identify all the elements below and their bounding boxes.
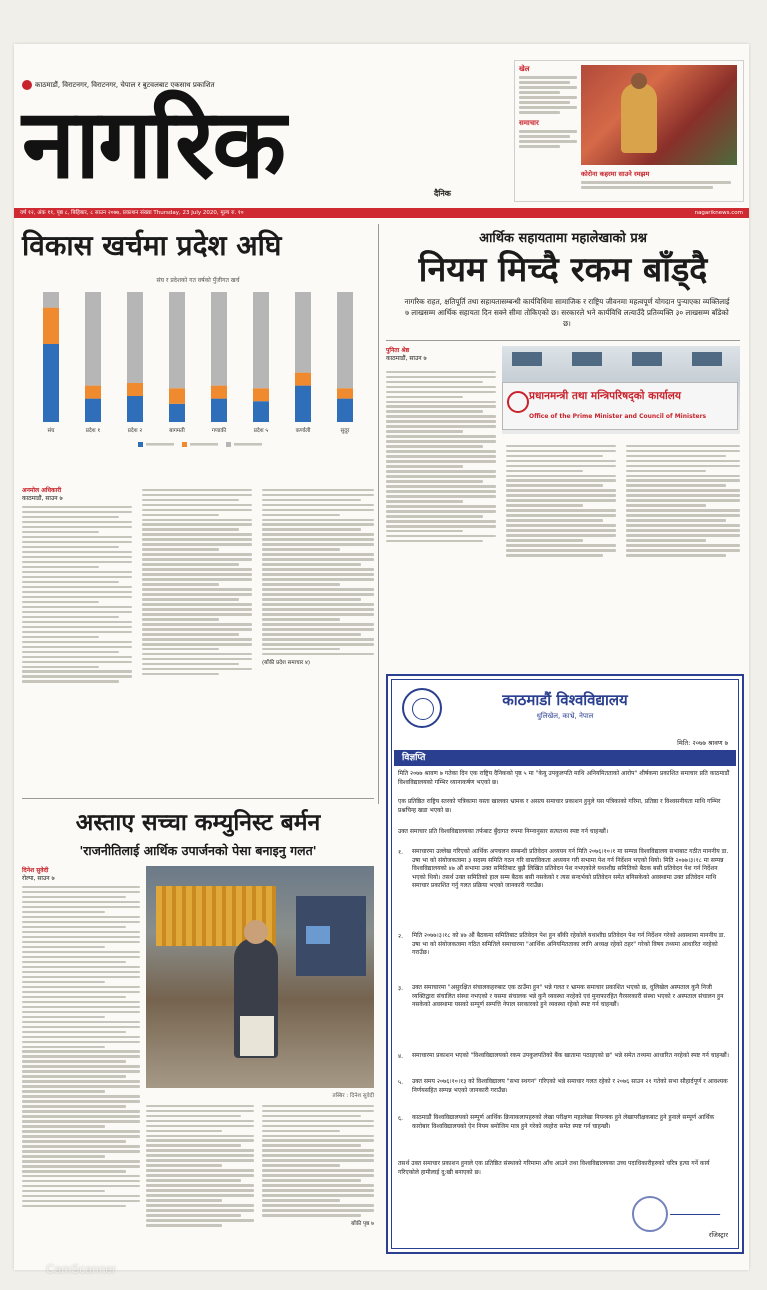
capital-expenditure-chart: [22, 286, 374, 466]
signature: [670, 1200, 724, 1215]
notice-item-5-num: ५.: [398, 1079, 404, 1086]
university-name: काठमाडौं विश्वविद्यालय: [502, 691, 628, 709]
notice-para-3: उक्त समाचार प्रति विश्वविद्यालयका तर्फबाट बुँदागत रुपमा निम्नानुसार सत्यतथ्य स्पष्ट गर्न चाहन्छौं।: [398, 828, 609, 835]
notice-item-5: उक्त समय २०७६।१०।१३ को विश्वविद्यालय "सभा स्थगन" गरिएको भन्ने समाचार गलत रहेको र २०७६ साउन २१ गतेको सभा सौहार्दपूर्ण र आवश्यक निर्णयसहित सम्पन्न भएको जानकारी गराउँछ।: [412, 1078, 728, 1094]
notice-item-4-num: ४.: [398, 1053, 404, 1060]
notice-item-1: समाचारमा उल्लेख गरिएको आर्थिक अपचलन सम्बन्धी प्रतिवेदन अध्ययन गर्न मिति २०७६।१०।१ मा सम्पन्न विश्वविद्यालय सभाबाट गठीत माननीय डा. उषा भा को संयोजकत्वमा ३ सदस्य समिति गठन गरि वास्तविकता अध्ययन गरी सभामा पेश गर्न निर्देशन भएको थियो। मिति २०७७।३।१८ मा सम्पन्न विश्वविद्यालयको ४७ औं सभामा उक्त समितिबाट बुझै लिखित प्रतिवेदन पेश नभएकोले यथाशीघ्र समितिको बैठक बसी प्रतिवेदन पेश गर्न निर्देशन भएको थियो। तसर्थ उक्त समितिको हाल सम्म बैठक बसी नसकेको र त्यस सन्दर्भको प्रतिवेदन समेत बनिसकेको अवस्थामा उक्त प्रतिवेदन माथि समाचार प्रकाशित गर्नु गलत प्रक्रिया भएको जानकारी गराउँछ।: [412, 848, 729, 889]
bar-segment: [253, 401, 269, 422]
university-seal-icon: [632, 1196, 668, 1232]
story-2-kicker: आर्थिक सहायतामा महालेखाको प्रश्न: [479, 231, 647, 246]
category-label: सुदूर: [340, 428, 350, 434]
legend-entry: [190, 443, 218, 446]
legend-swatch: [226, 442, 231, 447]
story-1-headline: विकास खर्चमा प्रदेश अघि: [22, 229, 282, 262]
story-1-dateline: काठमाडौं, साउन ७: [22, 495, 63, 502]
bar-segment: [169, 388, 185, 404]
masthead-title: नागरिक: [22, 88, 285, 200]
bar-segment: [43, 344, 59, 422]
sidebar-photo-caption: कोरोना कहरमा साउने रमझम: [581, 170, 650, 178]
legend-swatch: [182, 442, 187, 447]
notice-item-3-num: ३.: [398, 985, 404, 992]
emblem-icon: [507, 391, 529, 413]
dateline-text: वर्ष १२, अंक ११, पृष्ठ ८, बिहिबार, ८ साउन २०७७, प्रकाशन संख्या Thursday, 23 July 2020, मूल्य रु. १०: [20, 210, 244, 216]
category-label: गण्डकी: [211, 428, 227, 434]
bar-segment: [211, 292, 227, 386]
pm-office-sign: [502, 382, 738, 430]
bar-segment: [253, 292, 269, 388]
story-3-footnote: बाँकी पृष्ठ ७: [351, 1221, 374, 1228]
bar-segment: [85, 399, 101, 422]
notice-closing: तसर्थ उक्त समाचार प्रकाशन हुनाले एक प्रतिष्ठित संस्थाको गरिमामा आँच आउने तथा विश्वविद्यालयका उच्च पदाधिकारीहरुको चरित्र हत्या गर्ने कार्य गरिएकोले हामीलाई दु:खी बनाएको छ।: [398, 1160, 710, 1176]
story-3-dateline: रोल्पा, साउन ७: [22, 875, 55, 882]
story-3-byline: दिनेश सुवेदी: [22, 867, 49, 874]
bar-segment: [43, 292, 59, 308]
story-3-subhead: 'राजनीतिलाई आर्थिक उपार्जनको पेसा बनाइनु गलत': [79, 843, 317, 858]
sidebar-photo: [581, 65, 737, 165]
bar-segment: [253, 388, 269, 401]
story-2-byline: पुनिता श्रेष्ठ: [386, 347, 410, 354]
category-label: प्रदेश ५: [253, 428, 269, 434]
notice-item-6-num: ६.: [398, 1115, 404, 1122]
scanner-watermark: CamScanner: [46, 1262, 117, 1276]
bar-segment: [169, 292, 185, 388]
notice-item-6: काठमाडौं विश्वविद्यालयको सम्पूर्ण आर्थिक क्रियाकलापहरुको लेखा परीक्षण महालेखा नियन्त्रक हुने लेखापरीक्षकबाट हुने हुनाले सम्पूर्ण आर्थिक कारोबार विश्वविद्यालयको ऐन नियम बमोजिम मात्र हुने गरेको व्यहोरा समेत स्पष्ट गर्न चाहन्छौं।: [412, 1114, 715, 1130]
signature-role: रजिस्ट्रार: [708, 1231, 728, 1239]
bar-segment: [211, 399, 227, 422]
bar-segment: [337, 292, 353, 388]
dateline-bar: [14, 208, 749, 218]
story-2-headline: नियम मिच्दै रकम बाँड्दै: [418, 250, 708, 290]
bar-segment: [295, 386, 311, 422]
pm-office-sign-en: Office of the Prime Minister and Council of Ministers: [529, 413, 707, 420]
university-notice: [386, 674, 744, 1254]
notice-item-4: समाचारमा प्रकाशन भएको "विश्वविद्यालयको रकम उपकुलपतिको बैंक खातामा पठाइएको छ" भन्ने समेत तथ्यमा आधारित नरहेको स्पष्ट गर्न चाहन्छौं।: [412, 1052, 730, 1059]
sidebar-box: [514, 60, 744, 202]
category-label: प्रदेश २: [127, 428, 143, 434]
bar-segment: [127, 383, 143, 396]
legend-entry: [146, 443, 174, 446]
section-label-sports: खेल: [519, 65, 530, 73]
bar-segment: [337, 399, 353, 422]
masthead-subtitle: दैनिक: [434, 189, 451, 198]
notice-item-1-num: १.: [398, 849, 404, 856]
burman-photo: [146, 866, 374, 1088]
story-3-photo-credit: तस्बिर : दिनेश सुवेदी: [332, 1093, 374, 1099]
story-2-lead: नागरिक राहत, क्षतिपूर्ति तथा सहायतासम्बन्धी कार्यविधिमा सामाजिक र राष्ट्रिय जीवनमा महत्वपूर्ण योगदान पुऱ्याएका व्यक्तिलाई ७ लाखसम्म आर्थिक सहायता दिन सक्ने सीमा तोकिएको छ। सरकारले भने कार्यविधि लत्याउँदै प्रतिव्यक्ति ३० लाखसम्म बाँडेको छ।: [404, 297, 730, 328]
pm-office-photo: [502, 346, 740, 434]
notice-item-3: उक्त समाचारमा "असुरक्षित संचालकहरुबाट एक ठाउँमा हुन" भन्ने गलत र भ्रामक समाचार प्रकाशित भएको छ, धुलिखेल अस्पताल कुनै निजी व्यक्तिद्वारा संचालित संस्था नभएको र यसमा संचालक भन्ने कुनै व्यवस्था नरहेको एवं मुनाफारहित गैरसरकारी संस्था भएको र अस्पताल संचालन हुन नसकेको अवस्थामा यसको सम्पूर्ण सम्पत्ति नेपाल सरकारको हुने व्यवस्था रहेको स्पष्ट गर्न चाहन्छौं।: [412, 984, 724, 1008]
section-label-society: समाचार: [519, 118, 539, 127]
notice-date: मिति: २०७७ श्रावण ७: [677, 739, 728, 747]
bar-segment: [85, 292, 101, 386]
category-label: प्रदेश १: [85, 428, 101, 434]
category-label: संघ: [47, 428, 55, 434]
bar-segment: [169, 404, 185, 422]
newspaper-page: [14, 44, 749, 1270]
notice-item-2: मिति २०७७।३।१८ को ४७ औं बैठकमा समितिबाट प्रतिवेदन पेश हुन बाँकी रहेकोले यथाशीघ्र प्रतिवेदन पेश गर्न निर्देशन गरेको अवस्थामा माननीय डा. उषा भा को संयोजकत्वमा गठित समितिले समाचारमा "आर्थिक अनियमितताका लागि अध्यक्ष रहेको ठहर" गरेको विषय तथ्यमा आधारित नरहेको गराउँछ।: [412, 932, 726, 956]
sidebar-text: [519, 65, 577, 150]
story-1-footnote: (बाँकी प्रदेश समाचार ४): [262, 660, 310, 667]
bar-segment: [43, 308, 59, 344]
bar-segment: [295, 373, 311, 386]
chart-caption: संघ र प्रदेशको गत वर्षको पुँजीगत खर्च: [156, 277, 240, 284]
notice-item-2-num: २.: [398, 933, 404, 940]
story-1-byline: अनमोल अधिकारी: [22, 487, 62, 494]
story-1: [22, 224, 374, 794]
story-2-dateline: काठमाडौं, साउन ७: [386, 355, 427, 362]
masthead: [22, 74, 507, 204]
bar-segment: [85, 386, 101, 399]
category-label: बागमती: [169, 428, 185, 434]
legend-swatch: [138, 442, 143, 447]
pm-office-sign-np: प्रधानमन्त्री तथा मन्त्रिपरिषद्को कार्यालय: [529, 390, 681, 402]
notice-intro: मिति २०७७ श्रावण ७ गतेका दिन एक राष्ट्रिय दैनिकको पृष्ठ ५ मा "केयु उपकुलपति माथि अनियमितताको आरोप" शीर्षकमा प्रकाशित समाचार प्रति काठमाडौं विश्वविद्यालयको गम्भिर ध्यानाकर्षण भएको छ।: [398, 770, 730, 786]
notice-title-bar: [394, 750, 736, 766]
story-2: [386, 224, 740, 664]
bar-segment: [211, 386, 227, 399]
story-3: [22, 804, 374, 1264]
notice-para-2: एक प्रतिष्ठित राष्ट्रिय स्तरको पत्रिकामा यस्ता खालका भ्रामक र असत्य समाचार प्रकाशन हुनुले यस पत्रिकाको गरिमा, प्रतिष्ठा र विश्वसनीयता माथि गम्भिर प्रश्नचिन्ह खडा भएको छ।: [398, 798, 721, 814]
bar-segment: [337, 388, 353, 398]
bar-segment: [295, 292, 311, 373]
publisher-line: काठमाडौं, विराटनगर, विराटनगर, चेपाल र बुटवलबाट एकसाथ प्रकाशित: [22, 80, 215, 90]
notice-title: विज्ञप्ति: [402, 753, 426, 763]
legend-entry: [234, 443, 262, 446]
website-link[interactable]: nagariknews.com: [694, 210, 743, 216]
story-3-headline: अस्ताए सच्चा कम्युनिस्ट बर्मन: [75, 810, 321, 836]
bar-segment: [127, 396, 143, 422]
university-address: धुलिखेल, काभ्रे, नेपाल: [536, 712, 594, 720]
category-label: कर्णाली: [295, 428, 311, 434]
bar-segment: [127, 292, 143, 383]
